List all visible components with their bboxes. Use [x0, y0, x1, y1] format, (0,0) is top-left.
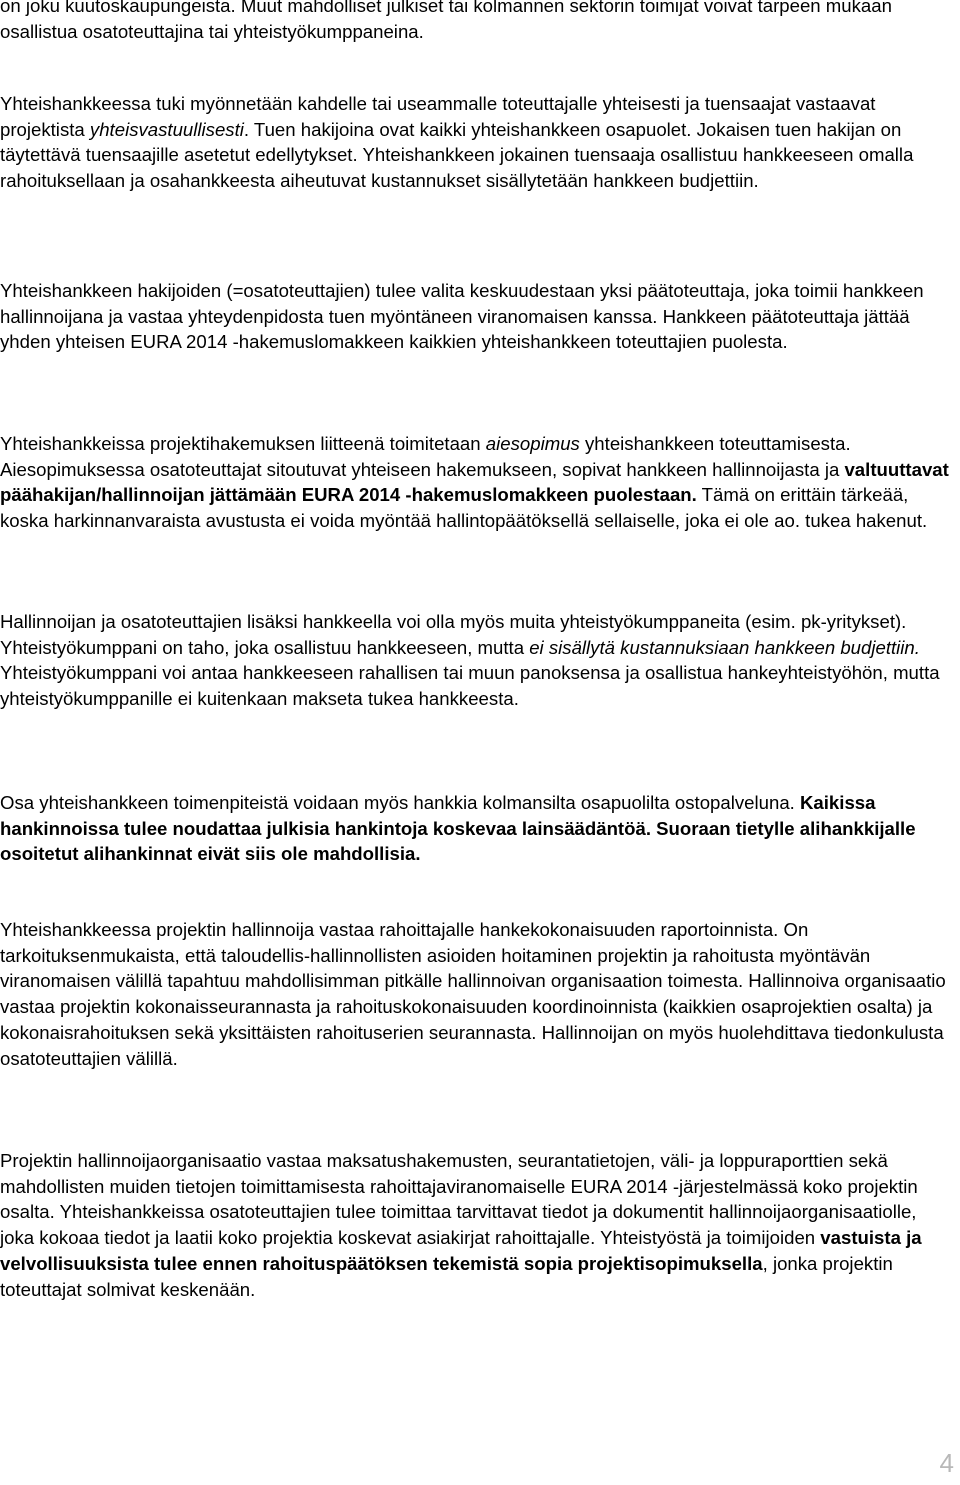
text-run: Yhteishankkeen hakijoiden (=osatoteuttajien) tulee valita keskuudestaan yksi päätoteuttaja, joka toimii hankkeen hallinnoijana ja vastaa yhteydenpidosta tuen myöntäneen viranomaisen kanssa. Hankkeen päätoteuttaja jättää yhden yhteisen EURA 2014 -hakemuslomakkeen kaikkien yhteishankkeen toteuttajien puolesta. [0, 280, 924, 353]
paragraph-4 [0, 431, 952, 534]
text-run: Yhteishankkeessa tuki myönnetään kahdelle tai useammalle toteuttajalle yhteisesti ja tuensaajat vastaavat projektista [0, 93, 876, 140]
text-run: Yhteishankkeessa projektin hallinnoija vastaa rahoittajalle hankekokonaisuuden raportoinnista. On tarkoituksenmukaista, että taloudellis-hallinnollisten asioiden hoitaminen projektin ja rahoitusta myöntävän viranomaisen välillä tapahtuu mahdollisimman pitkälle hallinnoivan organisaation toimesta. Hallinnoiva organisaatio vastaa projektin kokonaisseurannasta ja rahoituskokonaisuuden koordinoinnista (kaikkien osaprojektien osalta) ja kokonaisrahoituksen sekä yksittäisten rahoituserien seurannasta. Hallinnoijan on myös huolehdittava tiedonkulusta osatoteuttajien välillä. [0, 919, 946, 1069]
text-run: , jonka projektin toteuttajat solmivat keskenään. [0, 1252, 893, 1300]
paragraph-7 [0, 917, 952, 1071]
paragraph-1 [0, 0, 952, 44]
italic-text-run: yhteisvastuullisesti [89, 118, 244, 140]
text-run: Tämä on erittäin tärkeää, koska harkinnanvaraista avustusta ei voida myöntää hallintopäätöksellä sellaiselle, joka ei ole ao. tukea hakenut. [0, 484, 928, 532]
text-run: on joku kuutoskaupungeista. Muut mahdolliset julkiset tai kolmannen sektorin toimijat voivat tarpeen mukaan osallistua osatoteuttajina tai yhteistyökumppaneina. [0, 0, 892, 42]
text-run: Osa yhteishankkeen toimenpiteistä voidaan myös hankkia kolmansilta osapuolilta ostopalveluna. [0, 792, 800, 813]
text-run: yhteishankkeen toteuttamisesta. Aiesopimuksessa osatoteuttajat sitoutuvat yhteiseen hakemukseen, sopivat hankkeen hallinnoijasta ja [0, 433, 851, 480]
italic-text-run: ei sisällytä kustannuksiaan hankkeen budjettiin. [529, 636, 920, 658]
text-run: Yhteishankkeissa projektihakemuksen liitteenä toimitetaan [0, 433, 486, 454]
paragraph-6 [0, 790, 952, 867]
text-run: Yhteistyökumppani voi antaa hankkeeseen rahallisen tai muun panoksensa ja osallistua hankeyhteistyöhön, mutta yhteistyökumppanille ei kuitenkaan makseta tukea hankkeesta. [0, 662, 940, 710]
text-run: . Tuen hakijoina ovat kaikki yhteishankkeen osapuolet. Jokaisen tuen hakijan on täytettävä tuensaajille asetetut edellytykset. Yhteishankkeen jokainen tuensaaja osallistuu hankkeeseen omalla rahoituksellaan ja osahankkeesta aiheutuvat kustannukset sisällytetään hankkeen budjettiin. [0, 118, 914, 192]
bold-text-run: vastuista ja velvollisuuksista tulee ennen rahoituspäätöksen tekemistä sopia projektisopimuksella [0, 1227, 922, 1274]
italic-text-run: aiesopimus [485, 433, 580, 454]
paragraph-2 [0, 91, 952, 194]
bold-text-run: valtuuttavat päähakijan/hallinnoijan jättämään EURA 2014 -hakemuslomakkeen puolestaan. [0, 458, 949, 506]
paragraph-8 [0, 1148, 952, 1302]
text-run: Hallinnoijan ja osatoteuttajien lisäksi hankkeella voi olla myös muita yhteistyökumppaneita (esim. pk-yritykset). Yhteistyökumppani on taho, joka osallistuu hankkeeseen, mutta [0, 611, 907, 658]
paragraph-3 [0, 278, 952, 355]
bold-text-run: Kaikissa hankinnoissa tulee noudattaa julkisia hankintoja koskevaa lainsäädäntöä. Suoraan tietylle alihankkijalle osoitetut alihankinnat eivät siis ole mahdollisia. [0, 792, 916, 865]
page-number: 4 [939, 1448, 954, 1478]
paragraph-5 [0, 609, 952, 712]
text-run: Projektin hallinnoijaorganisaatio vastaa maksatushakemusten, seurantatietojen, väli- ja loppuraporttien sekä mahdollisten muiden tietojen toimittamisesta rahoittajaviranomaiselle EURA 2014 -järjestelmässä koko projektin osalta. Yhteishankkeissa osatoteuttajien tulee toimittaa tarvittavat tiedot ja dokumentit hallinnoijaorganisaatiolle, joka kokoaa tiedot ja laatii koko projektia koskevat asiakirjat rahoittajalle. Yhteistyöstä ja toimijoiden [0, 1150, 918, 1249]
